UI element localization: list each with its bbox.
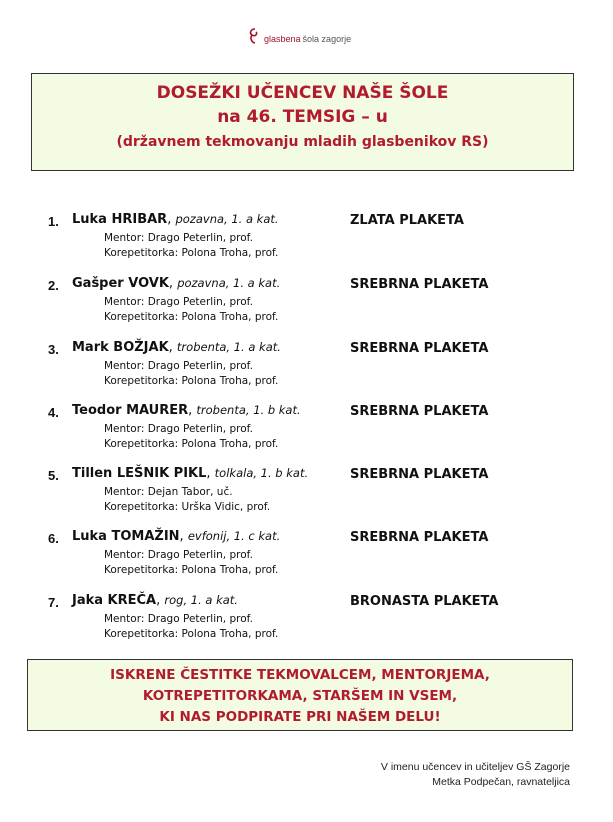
congrats-line-2: KOTREPETITORKAMA, STARŠEM IN VSEM, bbox=[142, 688, 458, 704]
award: SREBRNA PLAKETA bbox=[350, 530, 489, 545]
award: SREBRNA PLAKETA bbox=[350, 277, 489, 292]
mentor: Mentor: Drago Peterlin, prof. bbox=[104, 296, 253, 308]
award: SREBRNA PLAKETA bbox=[350, 341, 489, 356]
congratulations-box bbox=[27, 659, 573, 731]
header-note: (državnem tekmovanju mladih glasbenikov RS) bbox=[116, 134, 489, 150]
korepetitor: Korepetitorka: Polona Troha, prof. bbox=[104, 311, 279, 323]
korepetitor: Korepetitorka: Polona Troha, prof. bbox=[104, 247, 279, 259]
clef-icon bbox=[248, 28, 262, 44]
korepetitor: Korepetitorka: Polona Troha, prof. bbox=[104, 564, 279, 576]
header-subtitle: na 46. TEMSIG – u bbox=[217, 107, 388, 127]
entry-name-line: Teodor MAURER, trobenta, 1. b kat. bbox=[72, 403, 301, 418]
entry-number: 4. bbox=[48, 405, 59, 420]
header-box bbox=[31, 73, 574, 171]
mentor: Mentor: Drago Peterlin, prof. bbox=[104, 613, 253, 625]
student-name: Teodor MAURER bbox=[72, 403, 189, 418]
instrument-category: rog, 1. a kat. bbox=[164, 593, 238, 607]
entry-number: 6. bbox=[48, 531, 59, 546]
award: BRONASTA PLAKETA bbox=[350, 594, 499, 609]
student-name: Luka HRIBAR bbox=[72, 212, 168, 227]
result-entry bbox=[48, 593, 568, 649]
award: SREBRNA PLAKETA bbox=[350, 404, 489, 419]
korepetitor: Korepetitorka: Polona Troha, prof. bbox=[104, 438, 279, 450]
header-title: DOSEŽKI UČENCEV NAŠE ŠOLE bbox=[156, 83, 449, 103]
student-name: Luka TOMAŽIN bbox=[72, 529, 180, 544]
result-entry bbox=[48, 466, 568, 522]
mentor: Mentor: Drago Peterlin, prof. bbox=[104, 232, 253, 244]
student-name: Mark BOŽJAK bbox=[72, 340, 169, 355]
entry-number: 7. bbox=[48, 595, 59, 610]
instrument-category: trobenta, 1. a kat. bbox=[176, 340, 281, 354]
entry-number: 5. bbox=[48, 468, 59, 483]
student-name: Tillen LEŠNIK PIKL bbox=[72, 466, 207, 481]
instrument-category: evfonij, 1. c kat. bbox=[187, 529, 281, 543]
mentor: Mentor: Dejan Tabor, uč. bbox=[104, 486, 233, 498]
instrument-category: pozavna, 1. a kat. bbox=[175, 212, 279, 226]
award: SREBRNA PLAKETA bbox=[350, 467, 489, 482]
instrument-category: tolkala, 1. b kat. bbox=[214, 466, 309, 480]
entry-name-line: Tillen LEŠNIK PIKL, tolkala, 1. b kat. bbox=[72, 466, 309, 481]
result-entry bbox=[48, 529, 568, 585]
entry-name-line: Luka TOMAŽIN, evfonij, 1. c kat. bbox=[72, 529, 281, 544]
signature-line-2: Metka Podpečan, ravnateljica bbox=[432, 776, 570, 788]
instrument-category: trobenta, 1. b kat. bbox=[196, 403, 301, 417]
mentor: Mentor: Drago Peterlin, prof. bbox=[104, 360, 253, 372]
congrats-line-3: KI NAS PODPIRATE PRI NAŠEM DELU! bbox=[159, 709, 441, 725]
congrats-line-1: ISKRENE ČESTITKE TEKMOVALCEM, MENTORJEMA, bbox=[110, 667, 490, 683]
entry-name-line: Jaka KREČA, rog, 1. a kat. bbox=[72, 593, 238, 608]
korepetitor: Korepetitorka: Urška Vidic, prof. bbox=[104, 501, 271, 513]
instrument-category: pozavna, 1. a kat. bbox=[177, 276, 281, 290]
result-entry bbox=[48, 403, 568, 459]
mentor: Mentor: Drago Peterlin, prof. bbox=[104, 549, 253, 561]
result-entry bbox=[48, 340, 568, 396]
student-name: Gašper VOVK bbox=[72, 276, 169, 291]
result-entry bbox=[48, 212, 568, 268]
entry-number: 2. bbox=[48, 278, 59, 293]
award: ZLATA PLAKETA bbox=[350, 213, 464, 228]
entry-number: 1. bbox=[48, 214, 59, 229]
korepetitor: Korepetitorka: Polona Troha, prof. bbox=[104, 375, 279, 387]
entry-name-line: Luka HRIBAR, pozavna, 1. a kat. bbox=[72, 212, 279, 227]
signature bbox=[381, 760, 570, 790]
entry-name-line: Gašper VOVK, pozavna, 1. a kat. bbox=[72, 276, 281, 291]
signature-line-1: V imenu učencev in učiteljev GŠ Zagorje bbox=[380, 761, 570, 773]
entry-number: 3. bbox=[48, 342, 59, 357]
logo-word-1: glasbena bbox=[264, 34, 301, 44]
student-name: Jaka KREČA bbox=[72, 593, 157, 608]
logo-word-2: šola zagorje bbox=[302, 34, 352, 44]
mentor: Mentor: Drago Peterlin, prof. bbox=[104, 423, 253, 435]
korepetitor: Korepetitorka: Polona Troha, prof. bbox=[104, 628, 279, 640]
entry-name-line: Mark BOŽJAK, trobenta, 1. a kat. bbox=[72, 340, 281, 355]
school-logo bbox=[248, 28, 351, 44]
result-entry bbox=[48, 276, 568, 332]
